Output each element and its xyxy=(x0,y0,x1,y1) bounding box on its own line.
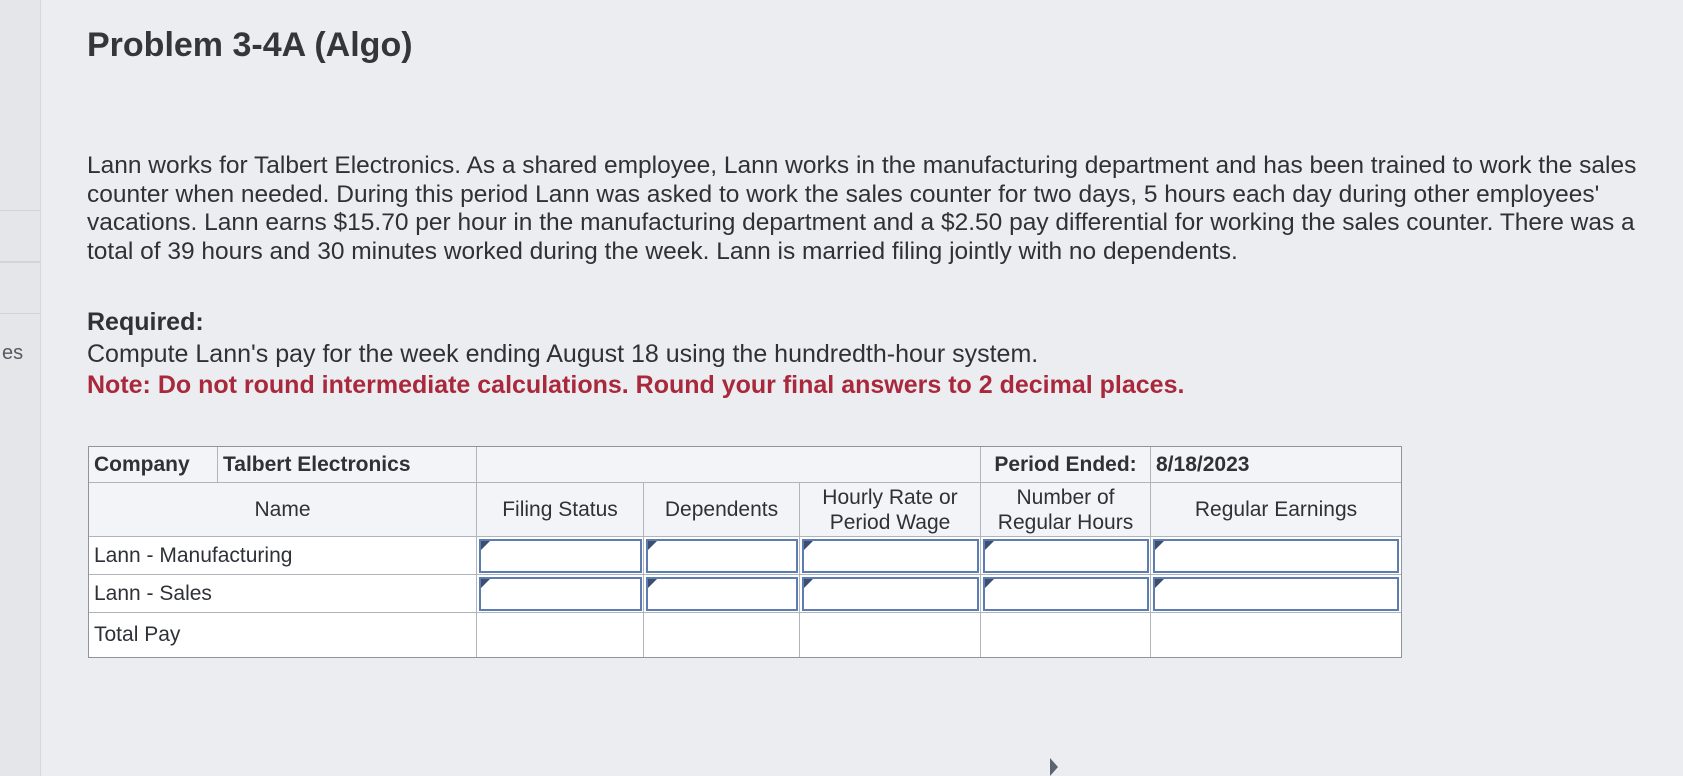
name-header: Name xyxy=(89,483,477,537)
hourly-rate-header: Hourly Rate or Period Wage xyxy=(800,483,981,537)
required-heading: Required: xyxy=(87,308,204,336)
sales-hourly-rate-input[interactable] xyxy=(802,577,979,611)
required-instruction: Compute Lann's pay for the week ending August 18 using the hundredth-hour system. xyxy=(87,340,1039,368)
company-value: Talbert Electronics xyxy=(218,447,477,483)
row-total-pay-name: Total Pay xyxy=(89,613,477,657)
manufacturing-filing-status-input[interactable] xyxy=(479,539,642,573)
table-cell xyxy=(981,613,1151,657)
problem-title: Problem 3-4A (Algo) xyxy=(87,26,413,64)
company-label: Company xyxy=(89,447,218,483)
payroll-table xyxy=(88,446,1402,658)
manufacturing-regular-earnings-input[interactable] xyxy=(1153,539,1399,573)
row-manufacturing-name: Lann - Manufacturing xyxy=(89,537,477,575)
sales-dependents-input[interactable] xyxy=(646,577,798,611)
row-sales-name: Lann - Sales xyxy=(89,575,477,613)
table-cell xyxy=(800,613,981,657)
table-cell xyxy=(644,613,800,657)
problem-description: Lann works for Talbert Electronics. As a shared employee, Lann works in the manufacturing department and has been trained to work the sales counter when needed. During this period Lann was asked to work the sales counter for two days, 5 hours each day during other employees' vacations. Lann earns $15.70 per hour in the manufacturing department and a $2.50 pay differential for working the sales counter. There was a total of 39 hours and 30 minutes worked during the week. Lann is married filing jointly with no dependents. xyxy=(87,152,1637,265)
manufacturing-hourly-rate-input[interactable] xyxy=(802,539,979,573)
table-cell xyxy=(1151,613,1401,657)
mouse-pointer-icon xyxy=(1050,758,1058,776)
regular-earnings-header: Regular Earnings xyxy=(1151,483,1401,537)
side-panel-label: es xyxy=(2,342,24,364)
manufacturing-regular-hours-input[interactable] xyxy=(983,539,1149,573)
regular-hours-header: Number of Regular Hours xyxy=(981,483,1151,537)
filing-status-header: Filing Status xyxy=(477,483,644,537)
rounding-note: Note: Do not round intermediate calculations. Round your final answers to 2 decimal places. xyxy=(87,371,1185,399)
period-value: 8/18/2023 xyxy=(1151,447,1401,483)
header-spacer xyxy=(477,447,981,483)
side-panel-tab[interactable] xyxy=(0,210,40,262)
side-panel xyxy=(0,0,41,776)
period-label: Period Ended: xyxy=(981,447,1151,483)
sales-regular-hours-input[interactable] xyxy=(983,577,1149,611)
sales-regular-earnings-input[interactable] xyxy=(1153,577,1399,611)
dependents-header: Dependents xyxy=(644,483,800,537)
side-panel-tab[interactable] xyxy=(0,262,40,314)
manufacturing-dependents-input[interactable] xyxy=(646,539,798,573)
sales-filing-status-input[interactable] xyxy=(479,577,642,611)
table-cell xyxy=(477,613,644,657)
